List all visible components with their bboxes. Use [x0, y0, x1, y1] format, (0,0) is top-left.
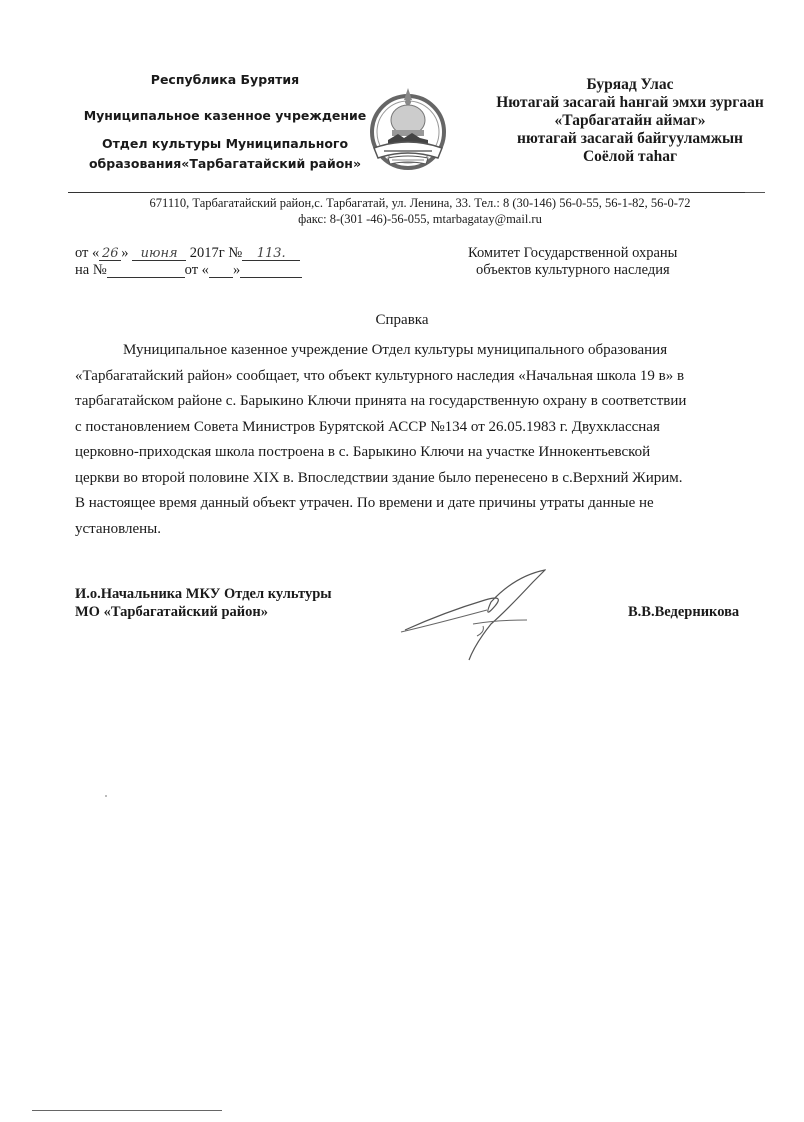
- header-right-line3: «Тарбагатайн аймаг»: [554, 112, 706, 129]
- addressee-line1: Комитет Государственной охраны: [468, 245, 678, 261]
- coat-of-arms-emblem-icon: [358, 78, 458, 178]
- handwritten-signature-icon: [395, 562, 555, 662]
- header-right-line1: Буряад Улас: [586, 76, 674, 93]
- body-line: с постановлением Совета Министров Бурятской АССР №134 от 26.05.1983 г. Двухклассная: [75, 418, 660, 435]
- header-right-line2: Нютагай засагай hангай эмхи зургаан: [496, 94, 764, 111]
- body-line: В настоящее время данный объект утрачен. По времени и дате причины утраты данные не: [75, 495, 654, 511]
- header-divider-tail: [745, 192, 765, 193]
- signatory-name: В.В.Ведерникова: [628, 604, 740, 620]
- header-divider: [68, 192, 762, 193]
- header-republic: Республика Бурятия: [150, 72, 300, 87]
- header-institution: Муниципальное казенное учреждение: [83, 108, 367, 123]
- signatory-position-line1: И.о.Начальника МКУ Отдел культуры: [75, 586, 332, 602]
- body-line: церкви во второй половине XIX в. Впоследствии здание было перенесено в с.Верхний Жирим.: [75, 469, 683, 486]
- document-body: [75, 338, 775, 542]
- body-line: «Тарбагатайский район» сообщает, что объект культурного наследия «Начальная школа 19 в» в: [75, 367, 685, 384]
- address-line: 671110, Тарбагатайский район,с. Тарбагатай, ул. Ленина, 33. Тел.: 8 (30-146) 56-0-55, 56-1-82, 56-0-72: [149, 196, 691, 210]
- fax-email-line: факс: 8-(301 -46)-56-055, mtarbagatay@mail.ru: [298, 212, 542, 226]
- body-line: установлены.: [75, 520, 161, 537]
- signatory-position-line2: МО «Тарбагатайский район»: [75, 604, 268, 620]
- from-label: от «: [75, 245, 100, 261]
- body-line: Муниципальное казенное учреждение Отдел культуры муниципального образования: [123, 342, 668, 358]
- day-close: »: [121, 245, 129, 261]
- body-line: тарбагатайском районе с. Барыкино Ключи принята на государственную охрану в соответствии: [75, 393, 687, 409]
- handwritten-number: 113.: [242, 247, 300, 261]
- body-line: церковно-приходская школа построена в с. Барыкино Ключи на участке Иннокентьевской: [75, 444, 651, 460]
- header-department-line2: образования«Тарбагатайский район»: [88, 156, 362, 171]
- handwritten-month: июня: [132, 247, 186, 261]
- header-department-line1: Отдел культуры Муниципального: [101, 136, 349, 151]
- addressee-line2: объектов культурного наследия: [476, 262, 670, 278]
- document-title: Справка: [375, 312, 429, 328]
- year-number-label: 2017г №: [189, 245, 243, 261]
- on-from-label: от «: [184, 262, 209, 278]
- outgoing-reference: [75, 245, 300, 262]
- footnote-divider: [32, 1110, 222, 1111]
- header-right-line5: Соёлой таhаг: [582, 148, 678, 165]
- handwritten-day: 26: [99, 247, 121, 261]
- scan-speck: [105, 795, 107, 797]
- on-no-label: на №: [75, 262, 107, 278]
- incoming-reference: [75, 262, 302, 279]
- header-right-line4: нютагай засагай байгууламжын: [517, 130, 743, 147]
- on-close: »: [232, 262, 241, 278]
